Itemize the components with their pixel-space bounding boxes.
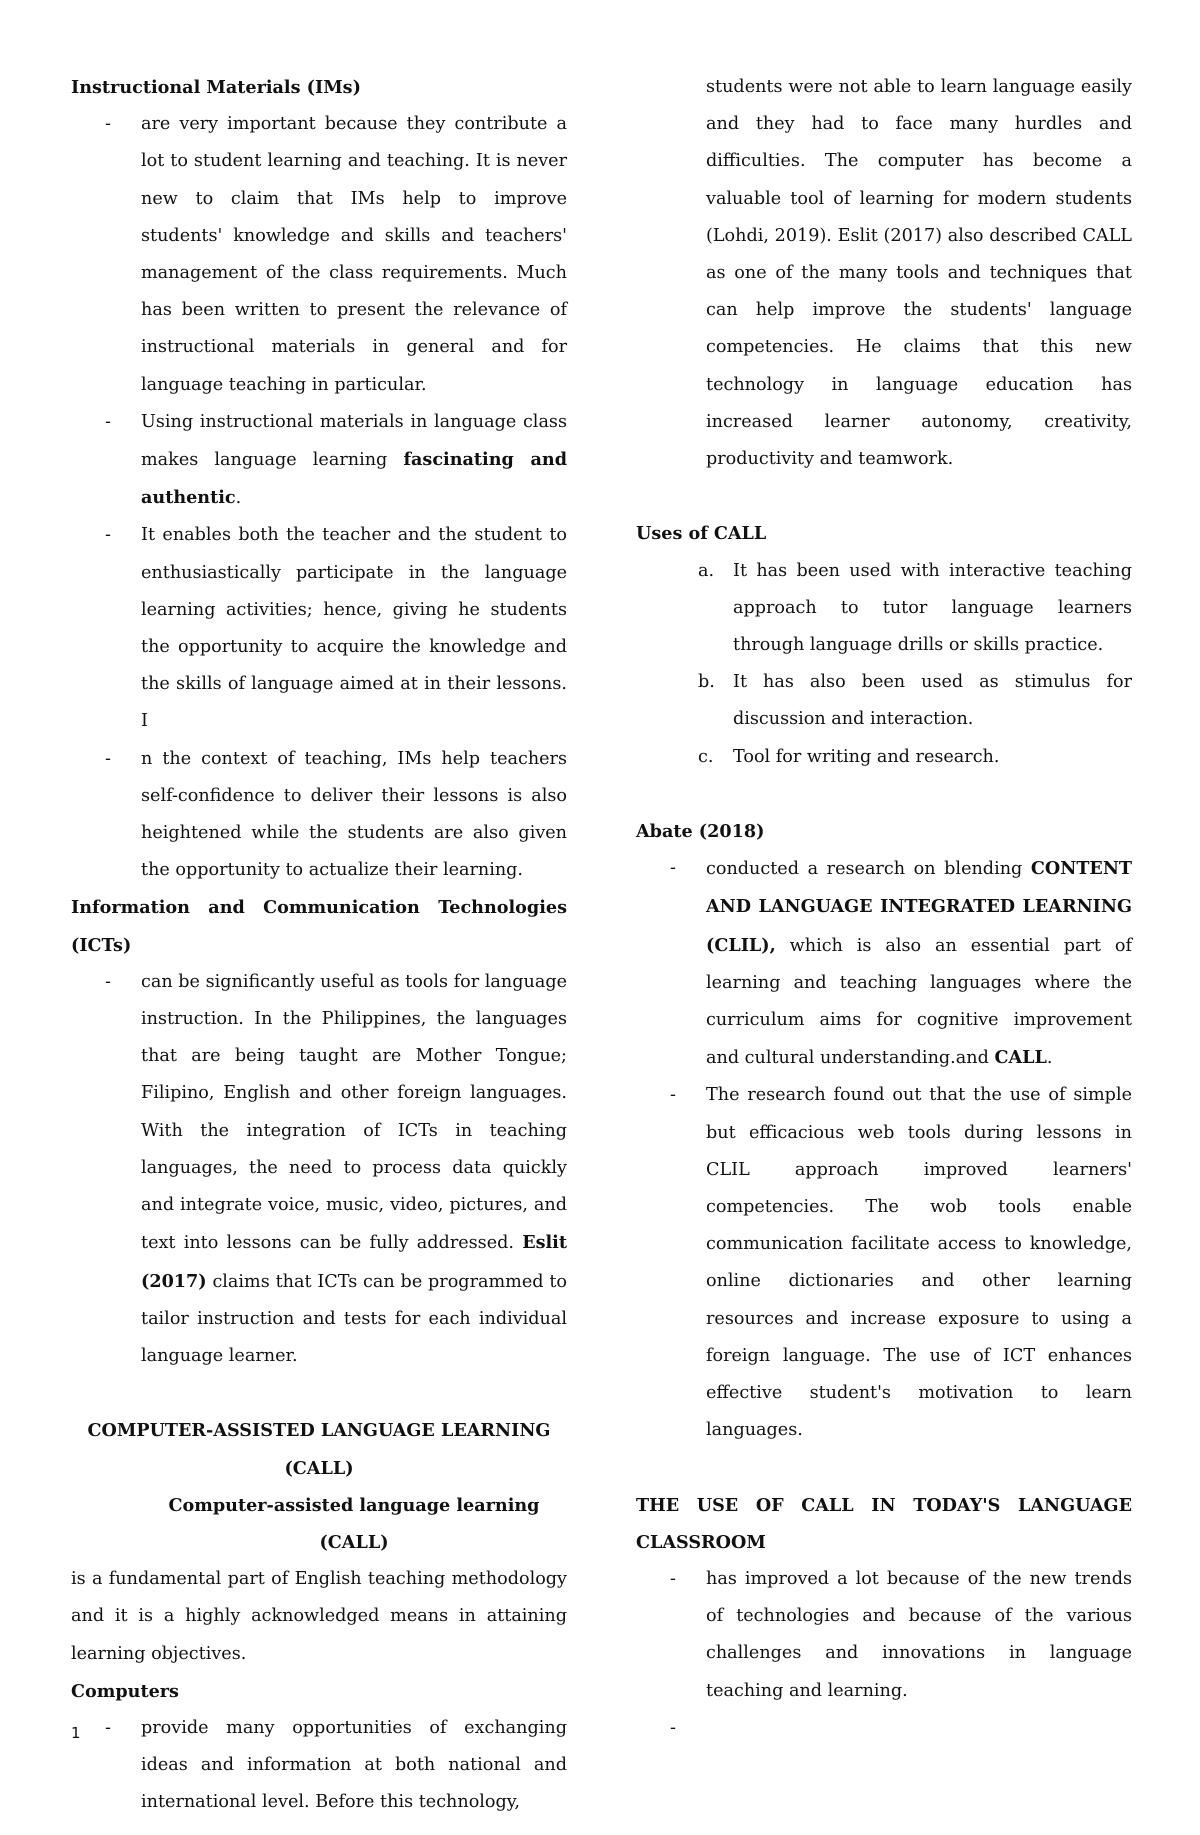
ims-item-1: - are very important because they contribute a lot to student learning and teaching. It is never new to claim that IMs help to improve students' knowledge and skills and teachers' management of the class requirements. Much has been written to present the relevance of instructional materials in general and for language teaching in particular. — [71, 106, 567, 404]
uses-marker-b: b. — [698, 672, 715, 693]
spacer — [71, 1375, 567, 1412]
uses-marker-a: a. — [698, 560, 715, 581]
abate-item-1-bold-2: CALL — [994, 1047, 1047, 1069]
abate-item-2: - The research found out that the use of simple but efficacious web tools during lessons in CLIL approach improved learners' competencies. The wob tools enable communication facilitate access to knowledge, online dictionaries and other learning resources and increase exposure to using a foreign language. The use of ICT enhances effective student's motivation to learn languages. — [636, 1077, 1132, 1449]
uses-marker-c: c. — [698, 746, 714, 767]
call-description: is a fundamental part of English teaching methodology and it is a highly acknowledged means in attaining learning objectives. — [71, 1569, 567, 1664]
abate-list — [636, 850, 1132, 1449]
ims-list — [71, 106, 567, 889]
computers-item: - provide many opportunities of exchanging ideas and information at both national and international level. Before this technology, — [71, 1710, 567, 1822]
computers-list — [71, 1710, 567, 1822]
computers-heading: Computers — [71, 1680, 179, 1702]
ims-item-2-end: . — [235, 488, 242, 509]
ict-list — [71, 964, 567, 1375]
ims-item-3: - It enables both the teacher and the student to enthusiastically participate in the language learning activities; hence, giving he students the opportunity to acquire the knowledge and the skills of language aimed at in their lessons. I — [71, 517, 567, 740]
ict-item — [71, 964, 567, 1375]
ict-item-text-1: can be significantly useful as tools for language instruction. In the Philippines, the languages that are being taught are Mother Tongue; Filipino, English and other foreign languages. With the integration of ICTs in teaching languages, the need to process data quickly and integrate voice, music, video, pictures, and text into lessons can be fully addressed. — [141, 971, 567, 1254]
call-title: COMPUTER-ASSISTED LANGUAGE LEARNING (CALL) — [87, 1420, 551, 1479]
today-list — [636, 1561, 1132, 1747]
ims-item-4: - n the context of teaching, IMs help teachers self-confidence to deliver their lessons is also heightened while the students are also given the opportunity to actualize their learning. — [71, 741, 567, 890]
uses-text-a: It has been used with interactive teaching approach to tutor language learners through language drills or skills practice. — [733, 560, 1132, 656]
ims-heading: Instructional Materials (IMs) — [71, 77, 361, 98]
page-number: 1 — [71, 1724, 81, 1742]
left-column — [71, 69, 567, 1822]
call-subtitle: Computer-assisted language learning (CALL) — [168, 1494, 540, 1553]
abate-item-1-bold-1: CONTENT AND LANGUAGE INTEGRATED LEARNING (CLIL), — [706, 858, 1132, 956]
ict-item-bold: Eslit (2017) — [141, 1232, 567, 1292]
uses-item-b — [636, 664, 1132, 738]
abate-item-1-end: . — [1046, 1048, 1053, 1069]
ims-item-2-text: Using instructional materials in language class makes language learning — [141, 411, 567, 471]
abate-item-1-mid: which is also an essential part of learning and teaching languages where the curriculum aims for cognitive improvement and cultural understanding.and — [706, 935, 1132, 1069]
ims-item-2-bold: fascinating and authentic — [141, 449, 568, 509]
ims-item-2 — [71, 404, 567, 518]
abate-heading: Abate (2018) — [636, 821, 765, 843]
uses-list — [636, 553, 1132, 776]
uses-item-a — [636, 553, 1132, 665]
ict-item-text-2: claims that ICTs can be programmed to tailor instruction and tests for each individual language learner. — [141, 1271, 567, 1366]
uses-item-c — [636, 739, 1132, 776]
spacer — [636, 478, 1132, 515]
ict-heading: Information and Communication Technologies (ICTs) — [71, 897, 567, 956]
today-item-1: - has improved a lot because of the new trends of technologies and because of the various challenges and innovations in language teaching and learning. — [636, 1561, 1132, 1710]
uses-heading: Uses of CALL — [636, 523, 767, 545]
right-column — [636, 69, 1132, 1747]
today-heading: THE USE OF CALL IN TODAY'S LANGUAGE CLASSROOM — [636, 1494, 1132, 1553]
computers-continued: students were not able to learn language easily and they had to face many hurdles and difficulties. The computer has become a valuable tool of learning for modern students (Lohdi, 2019). Eslit (2017) also described CALL as one of the many tools and techniques that can help improve the students' language competencies. He claims that this new technology in language education has increased learner autonomy, creativity, productivity and teamwork. — [706, 77, 1132, 470]
spacer — [636, 776, 1132, 813]
uses-text-c: Tool for writing and research. — [733, 746, 1000, 767]
spacer — [636, 1449, 1132, 1486]
abate-item-1 — [636, 850, 1132, 1077]
abate-item-1-start: conducted a research on blending — [706, 859, 1031, 880]
today-item-2 — [636, 1710, 1132, 1747]
uses-text-b: It has also been used as stimulus for discussion and interaction. — [733, 672, 1132, 730]
